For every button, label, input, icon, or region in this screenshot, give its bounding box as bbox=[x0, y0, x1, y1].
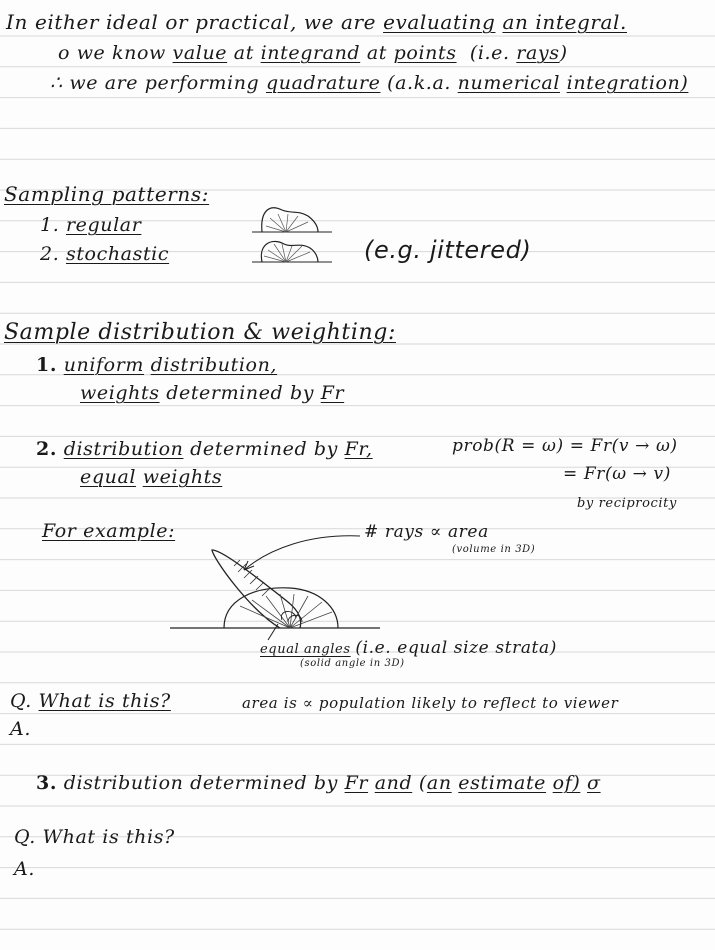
integration-word: integration) bbox=[566, 72, 689, 94]
header-line-2 bbox=[58, 42, 568, 64]
item-1-number: 1. bbox=[36, 354, 58, 376]
item-3-distribution: distribution determined by bbox=[63, 772, 338, 794]
item-number: 1. bbox=[40, 214, 60, 236]
fr-symbol: Fr, bbox=[344, 438, 373, 460]
item-1-line-2 bbox=[80, 382, 344, 404]
an-word: an bbox=[426, 772, 452, 794]
sampling-item-stochastic bbox=[40, 243, 169, 265]
q-label: Q. bbox=[10, 690, 32, 712]
weights-word: weights bbox=[80, 382, 160, 404]
answer-hint: area is ∝ population likely to reflect to viewer bbox=[242, 694, 619, 712]
header-pre: In either ideal or practical, we are bbox=[6, 10, 384, 34]
equal-word: equal bbox=[80, 466, 137, 488]
regular-lobe-sketch bbox=[252, 200, 332, 270]
of-word: of) bbox=[552, 772, 581, 794]
value-word: value bbox=[172, 42, 228, 64]
at-word-1: at bbox=[233, 42, 254, 64]
regular-label: regular bbox=[65, 214, 142, 236]
equal-angles-word: equal angles bbox=[260, 642, 351, 657]
distribution-word: distribution bbox=[63, 438, 184, 460]
rays-area-label: # rays ∝ area bbox=[364, 522, 489, 542]
q-label: Q. bbox=[14, 826, 36, 848]
header-integral: an integral. bbox=[502, 10, 627, 34]
question-text: What is this? bbox=[38, 690, 171, 712]
strata-note: (i.e. equal size strata) bbox=[355, 638, 557, 658]
numerical-word: numerical bbox=[457, 72, 560, 94]
reciprocity-equation: = Fr(ω → v) bbox=[563, 464, 671, 484]
jittered-example: (e.g. jittered) bbox=[364, 236, 532, 264]
performing-text: we are performing bbox=[69, 72, 260, 94]
at-word-2: at bbox=[366, 42, 387, 64]
uniform-word: uniform bbox=[63, 354, 145, 376]
item-2-line-1 bbox=[36, 438, 373, 460]
question-2 bbox=[14, 826, 175, 848]
therefore-symbol: ∴ bbox=[50, 72, 63, 94]
aka-text: (a.k.a. bbox=[387, 72, 452, 94]
stochastic-label: stochastic bbox=[65, 243, 170, 265]
solid-angle-note: (solid angle in 3D) bbox=[300, 658, 405, 669]
integrand-word: integrand bbox=[260, 42, 361, 64]
estimate-word: estimate bbox=[458, 772, 547, 794]
answer-2-label: A. bbox=[14, 858, 35, 880]
item-1-line-1 bbox=[36, 354, 277, 376]
equal-angles-label bbox=[260, 638, 557, 658]
weights-word: weights bbox=[142, 466, 223, 488]
answer-1-label: A. bbox=[10, 718, 31, 740]
sampling-item-regular bbox=[40, 214, 141, 236]
header-evaluating: evaluating bbox=[383, 10, 496, 34]
item-number: 2. bbox=[40, 243, 60, 265]
prob-equation: prob(R = ω) = Fr(v → ω) bbox=[452, 436, 678, 456]
bullet: o bbox=[58, 42, 71, 64]
item-2-number: 2. bbox=[36, 438, 58, 460]
item-2-line-2 bbox=[80, 466, 222, 488]
ie-close: ) bbox=[559, 42, 568, 64]
determined-by: determined by bbox=[166, 382, 315, 404]
points-word: points bbox=[393, 42, 457, 64]
reciprocity-note: by reciprocity bbox=[577, 496, 677, 511]
and-word: and bbox=[374, 772, 413, 794]
header-line-1 bbox=[6, 10, 627, 34]
volume-note: (volume in 3D) bbox=[452, 544, 536, 555]
example-heading: For example: bbox=[42, 520, 176, 542]
brdf-lobe-diagram bbox=[170, 530, 390, 650]
question-text: What is this? bbox=[42, 826, 175, 848]
header-line-3 bbox=[50, 72, 688, 94]
distribution-word: distribution, bbox=[150, 354, 278, 376]
we-know: we know bbox=[76, 42, 166, 64]
sigma-symbol: σ bbox=[587, 772, 601, 794]
item-3-number: 3. bbox=[36, 772, 58, 794]
quadrature-word: quadrature bbox=[265, 72, 381, 94]
fr-symbol: Fr bbox=[344, 772, 369, 794]
question-1 bbox=[10, 690, 171, 712]
paren-open: ( bbox=[418, 772, 427, 794]
rays-word: rays bbox=[516, 42, 560, 64]
item-3-line bbox=[36, 772, 601, 794]
fr-symbol: Fr bbox=[320, 382, 345, 404]
sampling-heading: Sampling patterns: bbox=[4, 182, 210, 206]
determined-by: determined by bbox=[190, 438, 338, 460]
distribution-heading: Sample distribution & weighting: bbox=[4, 320, 396, 345]
ie-open: (i.e. bbox=[469, 42, 510, 64]
